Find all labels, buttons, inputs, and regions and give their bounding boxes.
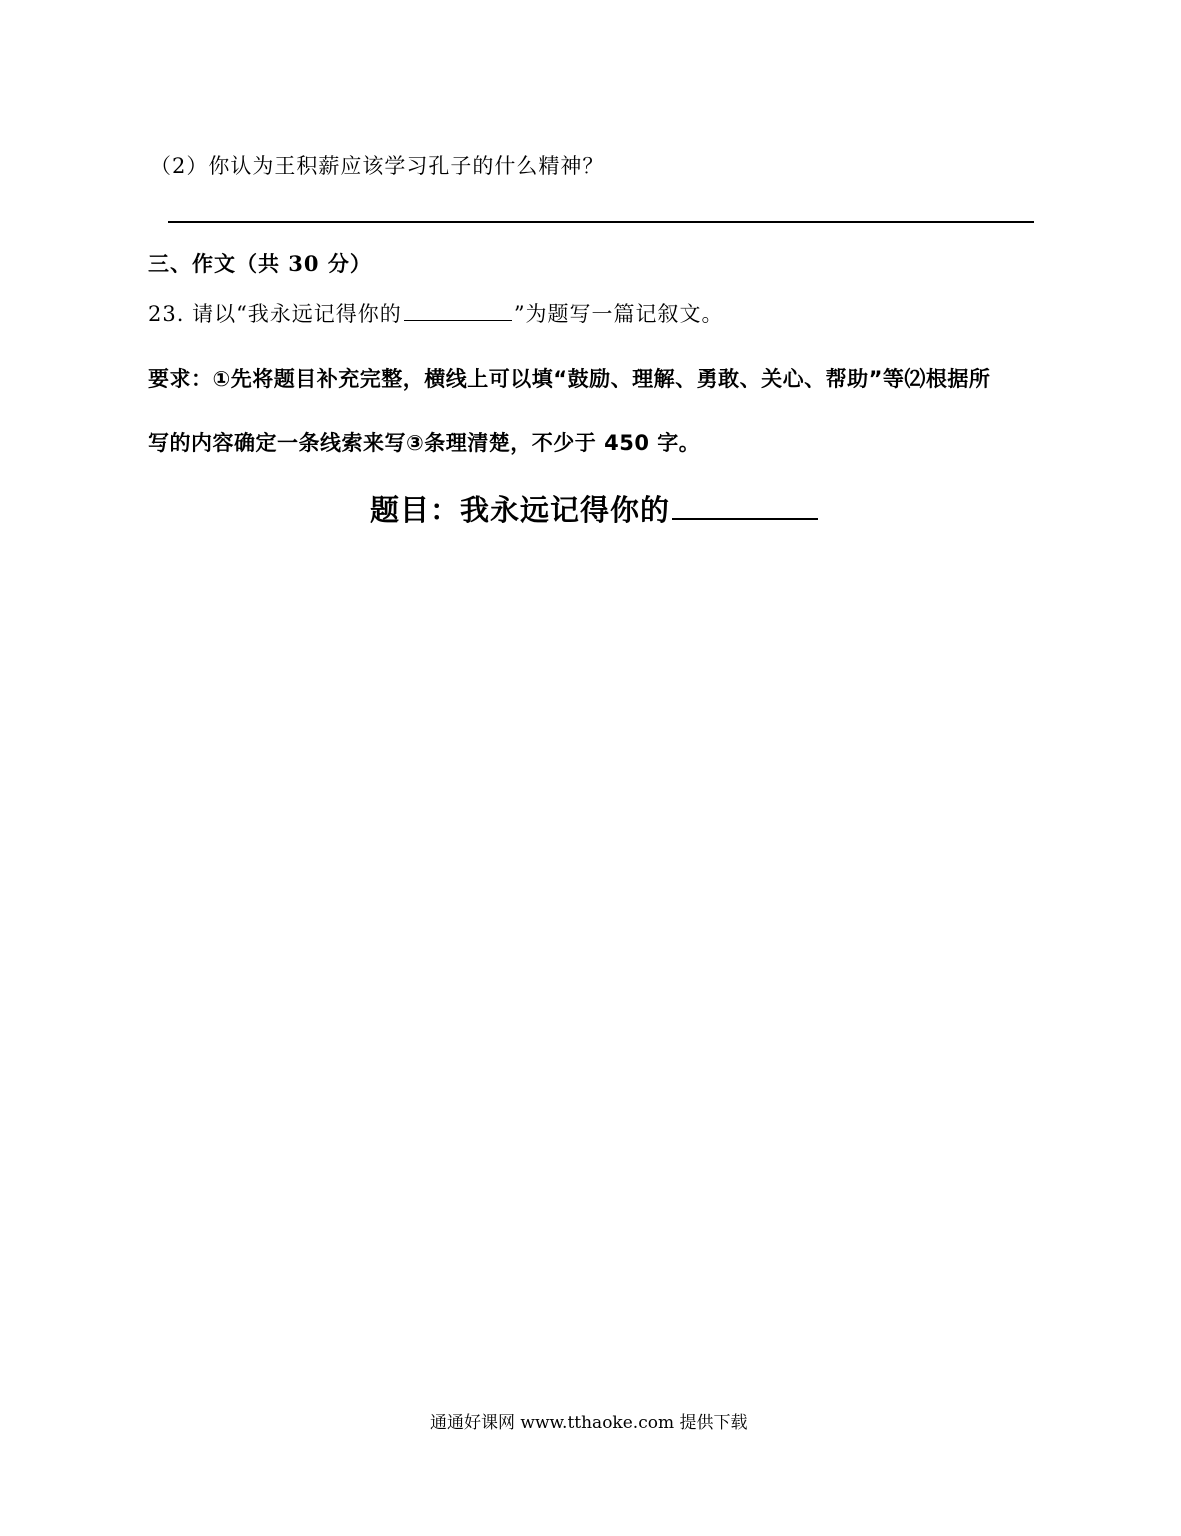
- question-2-text: （2）你认为王积薪应该学习孔子的什么精神？: [150, 154, 605, 178]
- question-23: [148, 298, 724, 328]
- fill-in-blank: [404, 300, 512, 321]
- section-3-heading: 三、作文（共 30 分）: [148, 251, 372, 276]
- answer-line: [168, 221, 1034, 223]
- question-23-prefix: 23. 请以“我永远记得你的: [148, 302, 402, 326]
- question-23-suffix: ”为题写一篇记叙文。: [513, 302, 724, 326]
- requirements-line-2: 写的内容确定一条线索来写③条理清楚，不少于 450 字。: [148, 431, 701, 455]
- essay-title-blank: [672, 488, 818, 520]
- page-footer: 通通好课网 www.tthaoke.com 提供下载: [430, 1413, 748, 1433]
- requirements-line-1: 要求：①先将题目补充完整，横线上可以填“鼓励、理解、勇敢、关心、帮助”等⑵根据所: [148, 367, 991, 391]
- essay-title-text: 题目：我永远记得你的: [370, 493, 671, 527]
- essay-title: [370, 488, 818, 529]
